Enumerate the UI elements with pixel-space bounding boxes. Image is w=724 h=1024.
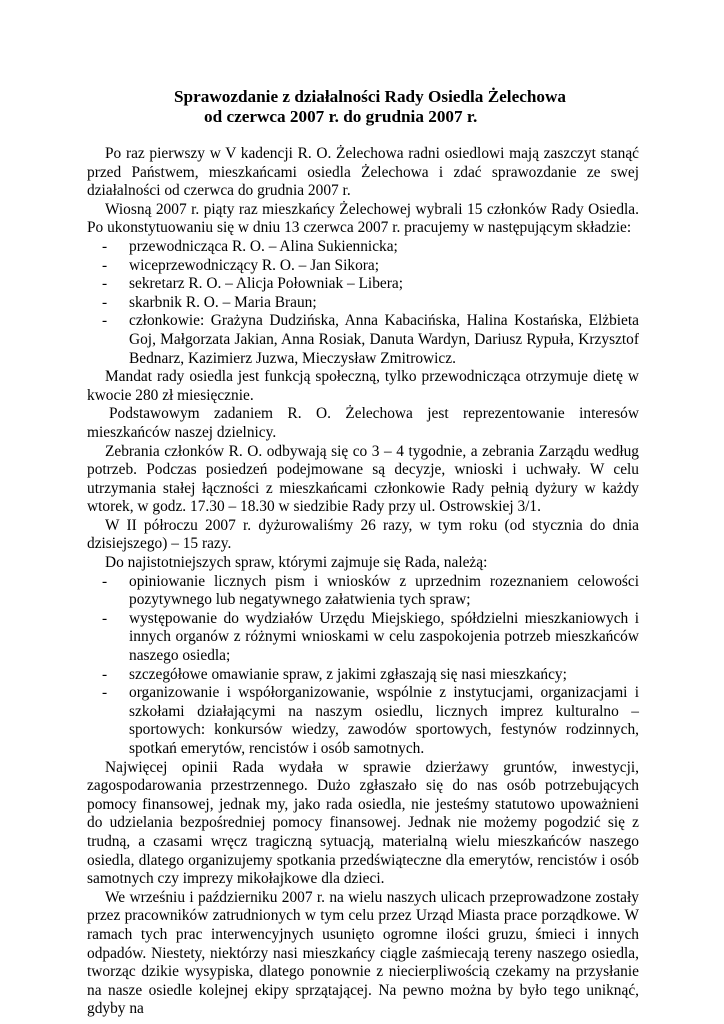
members-list [87,238,639,368]
list-item: - szczegółowe omawianie spraw, z jakimi zgłaszają się nasi mieszkańcy; [87,666,639,685]
list-item: - występowanie do wydziałów Urzędu Miejskiego, spółdzielni mieszkaniowych i innych organów z różnymi wnioskami w celu zaspokojenia potrzeb mieszkańców naszego osiedla; [87,610,639,666]
document-body [87,145,639,1019]
list-item: - opiniowanie licznych pism i wniosków z uprzednim rozeznaniem celowości pozytywnego lub negatywnego załatwienia tych spraw; [87,573,639,610]
paragraph-intro: Po raz pierwszy w V kadencji R. O. Żelechowa radni osiedlowi mają zaszczyt stanąć przed Państwem, mieszkańcami osiedla Żelechowa i zdać sprawozdanie ze swej działalności od czerwca do grudnia 2007 r. [87,145,639,200]
paragraph-mandate: Mandat rady osiedla jest funkcją społeczną, tylko przewodnicząca otrzymuje dietę w kwocie 280 zł miesięcznie. [87,368,639,404]
paragraph-cleanup: We wrześniu i październiku 2007 r. na wielu naszych ulicach przeprowadzone zostały przez pracowników zatrudnionych w tym celu przez Urząd Miasta prace porządkowe. W ramach tych prac interwencyjnych usunięto ogromne ilości gruzu, śmieci i innych odpadów. Niestety, niektórzy nasi mieszkańcy ciągle zaśmiecają tereny naszego osiedla, tworząc dzikie wysypiska, dlatego ponownie z niecierpliwością czekamy na przysłanie na nasze osiedle kolejnej ekipy sprzątającej. Na pewno można by było tego uniknąć, gdyby na [87,888,639,1018]
list-item: - przewodnicząca R. O. – Alina Sukiennicka; [87,238,639,257]
list-item: - skarbnik R. O. – Maria Braun; [87,294,639,313]
list-item: - organizowanie i współorganizowanie, wspólnie z instytucjami, organizacjami i szkołami działającymi na naszym osiedlu, licznych imprez kulturalno – sportowych: konkursów wiedzy, zawodów sportowych, festynów rodzinnych, spotkań emerytów, rencistów i osób samotnych. [87,684,639,758]
tasks-list [87,573,639,759]
paragraph-purpose: Podstawowym zadaniem R. O. Żelechowa jest reprezentowanie interesów mieszkańców naszej dzielnicy. [87,405,639,441]
paragraph-duty-count: W II półroczu 2007 r. dyżurowaliśmy 26 razy, w tym roku (od stycznia do dnia dzisiejszego) – 15 razy. [87,516,639,553]
paragraph-elections: Wiosną 2007 r. piąty raz mieszkańcy Żelechowej wybrali 15 członków Rady Osiedla. Po ukonstytuowaniu się w dniu 13 czerwca 2007 r. pracujemy w następującym składzie: [87,200,639,237]
paragraph-opinions: Najwięcej opinii Rada wydała w sprawie dzierżawy gruntów, inwestycji, zagospodarowania przestrzennego. Dużo zgłaszało się do nas osób potrzebujących pomocy finansowej, jednak my, jako rada osiedla, nie jesteśmy statutowo upoważnieni do udzielania bezpośredniej pomocy finansowej. Jednak nie możemy pogodzić się z trudną, a czasami wręcz tragiczną sytuacją, materialną wielu mieszkańców naszego osiedla, dlatego organizujemy spotkania przedświąteczne dla emerytów, rencistów i osób samotnych czy imprezy mikołajkowe dla dzieci. [87,758,639,888]
list-item: - członkowie: Grażyna Dudzińska, Anna Kabacińska, Halina Kostańska, Elżbieta Goj, Małgorzata Jakian, Anna Rosiak, Danuta Wardyn, Dariusz Rypuła, Krzysztof Bednarz, Kazimierz Juzwa, Mieczysław Zmitrowicz. [87,312,639,368]
list-item: - wiceprzewodniczący R. O. – Jan Sikora; [87,257,639,276]
list-item: - sekretarz R. O. – Alicja Połowniak – Libera; [87,275,639,294]
title-line-1: Sprawozdanie z działalności Rady Osiedla Żelechowa [174,87,566,106]
paragraph-meetings: Zebrania członków R. O. odbywają się co 3 – 4 tygodnie, a zebrania Zarządu według potrzeb. Podczas posiedzeń podejmowane są decyzje, wnioski i uchwały. W celu utrzymania stałej łączności z mieszkańcami członkowie Rady pełnią dyżury w każdy wtorek, w godz. 17.30 – 18.30 w siedzibie Rady przy ul. Ostrowskiej 3/1. [87,442,639,516]
paragraph-tasks-intro: Do najistotniejszych spraw, którymi zajmuje się Rada, należą: [105,554,488,572]
title-line-2: od czerwca 2007 r. do grudnia 2007 r. [204,107,478,126]
